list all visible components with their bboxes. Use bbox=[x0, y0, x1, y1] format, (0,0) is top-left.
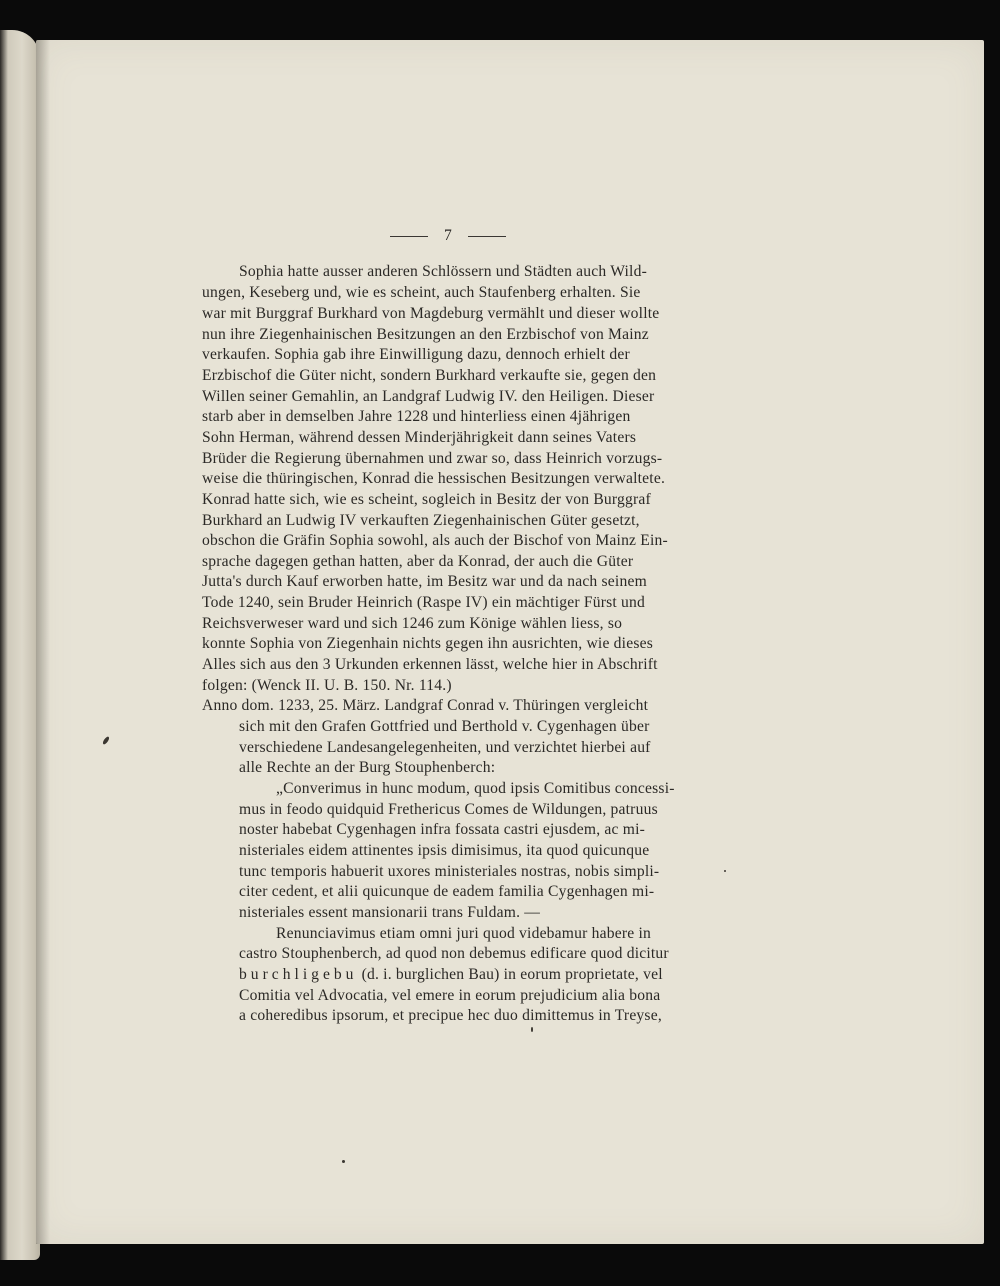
paragraph-line: konnte Sophia von Ziegenhain nichts gegen ihn ausrichten, wie dieses bbox=[202, 635, 653, 652]
ink-speck bbox=[342, 1160, 345, 1163]
page-number-rule-right bbox=[468, 236, 506, 237]
quote-line: tunc temporis habuerit uxores ministeriales nostras, nobis simpli- bbox=[239, 863, 660, 880]
paragraph-line: ungen, Keseberg und, wie es scheint, auch Staufenberg erhalten. Sie bbox=[202, 284, 641, 301]
quote-line: „Converimus in hunc modum, quod ipsis Comitibus concessi- bbox=[276, 780, 675, 797]
quote-line: Renunciavimus etiam omni juri quod videbamur habere in bbox=[276, 925, 651, 942]
spaced-term: burchligebu bbox=[239, 966, 358, 983]
quote-line: mus in feodo quidquid Frethericus Comes de Wildungen, patruus bbox=[239, 801, 658, 818]
quote-line: a coheredibus ipsorum, et precipue hec duo dimittemus in Treyse, bbox=[239, 1007, 662, 1024]
paragraph-line: verkaufen. Sophia gab ihre Einwilligung dazu, dennoch erhielt der bbox=[202, 346, 630, 363]
entry-line: verschiedene Landesangelegenheiten, und verzichtet hierbei auf bbox=[239, 739, 651, 756]
paragraph-line: Burkhard an Ludwig IV verkauften Ziegenhainischen Güter gesetzt, bbox=[202, 512, 640, 529]
quote-line: nisteriales eidem attinentes ipsis dimisimus, ita quod quicunque bbox=[239, 842, 650, 859]
paragraph-line: starb aber in demselben Jahre 1228 und hinterliess einen 4jährigen bbox=[202, 408, 631, 425]
paragraph-line: Alles sich aus den 3 Urkunden erkennen lässt, welche hier in Abschrift bbox=[202, 656, 658, 673]
quote-line: castro Stouphenberch, ad quod non debemus edificare quod dicitur bbox=[239, 945, 669, 962]
paragraph-line: Sophia hatte ausser anderen Schlössern und Städten auch Wild- bbox=[239, 263, 647, 280]
quote-line: citer cedent, et alii quicunque de eadem familia Cygenhagen mi- bbox=[239, 883, 655, 900]
paragraph-line: Tode 1240, sein Bruder Heinrich (Raspe IV) ein mächtiger Fürst und bbox=[202, 594, 645, 611]
quote-line: Comitia vel Advocatia, vel emere in eorum prejudicium alia bona bbox=[239, 987, 661, 1004]
paragraph-line: Sohn Herman, während dessen Minderjährigkeit dann seines Vaters bbox=[202, 429, 637, 446]
paragraph-line: Konrad hatte sich, wie es scheint, sogleich in Besitz der von Burggraf bbox=[202, 491, 651, 508]
paragraph-line: folgen: (Wenck II. U. B. 150. Nr. 114.) bbox=[202, 677, 452, 694]
page-number bbox=[390, 226, 506, 246]
paragraph-line: Erzbischof die Güter nicht, sondern Burkhard verkaufte sie, gegen den bbox=[202, 367, 657, 384]
previous-page-edge bbox=[0, 30, 40, 1260]
page-number-rule-left bbox=[390, 236, 428, 237]
paragraph-line: weise die thüringischen, Konrad die hessischen Besitzungen verwaltete. bbox=[202, 470, 666, 487]
paragraph-line: Willen seiner Gemahlin, an Landgraf Ludwig IV. den Heiligen. Dieser bbox=[202, 388, 655, 405]
quote-line bbox=[239, 965, 663, 985]
entry-line: alle Rechte an der Burg Stouphenberch: bbox=[239, 759, 496, 776]
gutter-shadow bbox=[36, 40, 50, 1244]
quote-line: nisteriales essent mansionarii trans Fuldam. — bbox=[239, 904, 541, 921]
entry-line: sich mit den Grafen Gottfried und Berthold v. Cygenhagen über bbox=[239, 718, 650, 735]
quote-line-rest: (d. i. burglichen Bau) in eorum proprietate, vel bbox=[357, 966, 663, 983]
paragraph-line: war mit Burggraf Burkhard von Magdeburg vermählt und dieser wollte bbox=[202, 305, 660, 322]
paragraph-line: Reichsverweser ward und sich 1246 zum Könige wählen liess, so bbox=[202, 615, 623, 632]
quote-line: noster habebat Cygenhagen infra fossata castri ejusdem, ac mi- bbox=[239, 821, 645, 838]
paragraph-line: nun ihre Ziegenhainischen Besitzungen an den Erzbischof von Mainz bbox=[202, 326, 649, 343]
paragraph-line: Jutta's durch Kauf erworben hatte, im Besitz war und da nach seinem bbox=[202, 573, 647, 590]
entry-heading-line: Anno dom. 1233, 25. März. Landgraf Conrad v. Thüringen vergleicht bbox=[202, 697, 649, 714]
paragraph-line: obschon die Gräfin Sophia sowohl, als auch der Bischof von Mainz Ein- bbox=[202, 532, 668, 549]
page-number-value: 7 bbox=[444, 227, 452, 244]
ink-speck bbox=[724, 870, 726, 872]
ink-speck bbox=[531, 1027, 533, 1032]
paragraph-line: sprache dagegen gethan hatten, aber da Konrad, der auch die Güter bbox=[202, 553, 634, 570]
paragraph-line: Brüder die Regierung übernahmen und zwar so, dass Heinrich vorzugs- bbox=[202, 450, 663, 467]
